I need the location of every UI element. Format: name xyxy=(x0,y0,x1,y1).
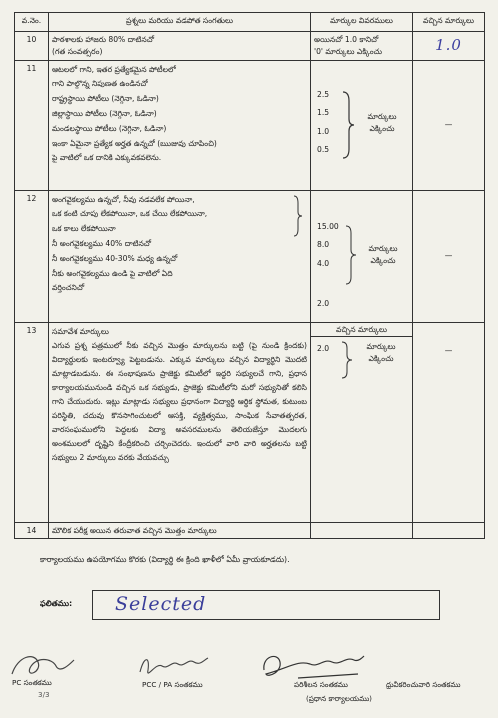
col-header-question: ప్రశ్నలు మరియు వడపోత సంగతులు xyxy=(49,13,311,32)
row-marks-detail xyxy=(311,32,413,61)
question-line: నీ అంగవైకల్యము 40-30% మధ్య ఉన్నచో xyxy=(52,253,178,263)
mark-value: 1.0 xyxy=(317,126,330,136)
brace-label xyxy=(355,341,407,365)
row-number: 10 xyxy=(15,32,49,61)
signature-pc-label: PC సంతకము xyxy=(12,678,52,687)
question-title: సమావేశ మార్కులు xyxy=(52,326,109,336)
mark-value: 2.0 xyxy=(317,343,330,353)
row-marks-given xyxy=(413,322,485,522)
mark-value: 2.0 xyxy=(317,299,330,309)
marks-subheader: వచ్చిన మార్కులు xyxy=(311,323,412,337)
marks-line: '0' మార్కులు ఎక్కించు xyxy=(314,46,382,56)
brace-label-line: ఎక్కించు xyxy=(369,123,395,133)
brace-icon xyxy=(293,195,303,237)
result-value: Selected xyxy=(115,593,207,615)
brace-icon xyxy=(345,225,357,285)
question-line: గాని పాల్గొన్న నిపుణత ఉండినచో xyxy=(52,79,148,89)
signature-scribble-icon xyxy=(136,652,212,682)
brace-label-line: మార్కులు xyxy=(366,341,396,351)
col-header-marks-detail: మార్కుల వివరములు xyxy=(311,13,413,32)
marks-list xyxy=(317,221,339,317)
handwritten-mark: 1.0 xyxy=(435,36,462,55)
row-question xyxy=(49,32,311,61)
signature-verifier-label: పరిశీలన సంతకము xyxy=(294,680,348,689)
signature-pc-date: 3/3 xyxy=(38,690,50,699)
question-line: రాష్ట్రస్థాయి పోటీలు (నెగ్గినా, ఓడినా) xyxy=(52,94,159,104)
row-question xyxy=(49,190,311,322)
question-line: ఇంకా ఏమైనా ప్రత్యేక అర్హత ఉన్నచో (ఋజువు చూపించి) xyxy=(52,138,217,148)
table-row xyxy=(15,190,485,322)
row-marks-given xyxy=(413,32,485,61)
brace-icon xyxy=(341,91,355,159)
question-line: (గత సంవత్సరం) xyxy=(52,46,103,56)
brace-label xyxy=(357,111,407,135)
question-line: ఒక కాలు లేకపోయినా xyxy=(52,224,116,234)
mark-value: 8.0 xyxy=(317,240,330,250)
result-label: ఫలితము: xyxy=(40,599,73,608)
brace-label-line: మార్కులు xyxy=(367,111,397,121)
mark-value: 15.00 xyxy=(317,221,339,231)
question-line: జిల్లాస్థాయి పోటీలు (నెగ్గినా, ఓడినా) xyxy=(52,108,157,118)
row-number: 11 xyxy=(15,60,49,190)
question-line: మండలస్థాయి పోటీలు (నెగ్గినా, ఓడినా) xyxy=(52,123,167,133)
question-line: అంగవైకల్యము ఉన్నచో, నీవు నడవలేక పోయినా, xyxy=(52,194,195,204)
marks-line: అయినచో 1.0 కానిచో xyxy=(314,35,379,44)
mark-value: 0.5 xyxy=(317,145,330,155)
question-line: నీ అంగవైకల్యము 40% దాటినచో xyxy=(52,238,152,248)
question-line: ఆటలలో గాని, ఇతర ప్రత్యేకమైన పోటీలలో xyxy=(52,64,176,74)
mark-value: 1.5 xyxy=(317,108,330,118)
brace-icon xyxy=(341,341,353,379)
col-header-marks-given: వచ్చిన మార్కులు xyxy=(413,13,485,32)
question-line: పై వాటిలో ఒక దానికి ఎక్కువకవలెను. xyxy=(52,153,162,163)
row-marks-detail xyxy=(311,60,413,190)
office-use-note: కార్యాలయము ఉపయోగము కొరకు (విద్యార్థి ఈ క్రింది ఖాళీలో ఏమీ వ్రాయకూడదు). xyxy=(40,555,290,564)
question-line: నీకు అంగవైకల్యము ఉండి పై వాటిలో ఏది xyxy=(52,268,173,278)
row-marks-detail xyxy=(311,190,413,322)
table-row xyxy=(15,32,485,61)
question-paragraph: ఎగువ ప్రశ్న పత్రములో నీకు వచ్చిన మొత్తం మార్కులను బట్టి (పై నుండి క్రిందకు) విద్యార్థులకు ఇంటర్వ్యూ పెట్టబడును. ఎక్కువ మార్కులు వచ్చిన విద్యార్థిని మొదటి మాట్లాడబడును. ఈ సంభాషణను ప్రాజెక్టు కమిటీలో ఇద్దరి సభ్యులచే గాని, ప్రధాన కార్యాలయమునుండి వచ్చిన ఒక సభ్యుడు, ప్రాజెక్టు కమిటీలోని మరో సభ్యునితో కలిసి గాని చేయుదురు. ఇట్లు మాట్లాడు సభ్యులు ప్రధానంగా విద్యార్థి ఆర్థిక స్థోమత, కుటుంబ పరిస్థితి, చదువు కొనసాగించుటలో ఆసక్తి, వ్యక్తిత్వము, సాంఘిక సేవాతత్పరత, వారసంఘములోని పెద్దలకు విద్యా అవసరములను తెలియజేస్తూ మొదలగు అంశములలో దృష్టిని కేంద్రీకరించి చర్చించెదరు. ఇందులో వారి వారి అర్హతలను బట్టి సభ్యులు 2 మార్కులు వరకు వేయవచ్చు xyxy=(52,340,307,462)
question-line: వర్తించనిచో xyxy=(52,283,85,293)
row-marks-given xyxy=(413,522,485,539)
row-marks-detail xyxy=(311,322,413,522)
marks-list xyxy=(317,89,329,163)
col-header-no: వ.నెం. xyxy=(15,13,49,32)
row-question: మౌలిక పరీక్ష అయిన తరువాత వచ్చిన మొత్తం మార్కులు xyxy=(49,522,311,539)
brace-label-line: మార్కులు xyxy=(368,243,398,253)
mark-value: 2.5 xyxy=(317,89,330,99)
result-box xyxy=(92,590,440,620)
given-mark: — xyxy=(444,120,453,130)
row-marks-given xyxy=(413,190,485,322)
row-number: 14 xyxy=(15,522,49,539)
brace-label xyxy=(359,243,407,267)
row-marks-given xyxy=(413,60,485,190)
table-row xyxy=(15,322,485,522)
given-mark: — xyxy=(444,345,453,355)
scoring-table xyxy=(14,12,485,539)
row-question xyxy=(49,322,311,522)
given-mark: — xyxy=(444,251,453,261)
signature-pcc-label: PCC / PA సంతకము xyxy=(142,680,203,689)
row-number: 13 xyxy=(15,322,49,522)
marks-list xyxy=(317,343,329,362)
table-row xyxy=(15,60,485,190)
row-number: 12 xyxy=(15,190,49,322)
signature-certifier-label: ధ్రువీకరించువారి సంతకము xyxy=(386,680,461,689)
brace-label-line: ఎక్కించు xyxy=(370,255,396,265)
row-marks-detail xyxy=(311,522,413,539)
table-header xyxy=(15,13,485,32)
signature-verifier-sub: (ప్రధాన కార్యాలయము) xyxy=(306,694,372,703)
mark-value: 4.0 xyxy=(317,258,330,268)
table-row xyxy=(15,522,485,539)
brace-label-line: ఎక్కించు xyxy=(368,353,394,363)
row-question xyxy=(49,60,311,190)
question-line: ఒక కంటి చూపు లేకపోయినా, ఒక చేయి లేకపోయినా, xyxy=(52,209,208,219)
question-line: పాఠశాలకు హాజరు 80% దాటినచో xyxy=(52,35,155,44)
